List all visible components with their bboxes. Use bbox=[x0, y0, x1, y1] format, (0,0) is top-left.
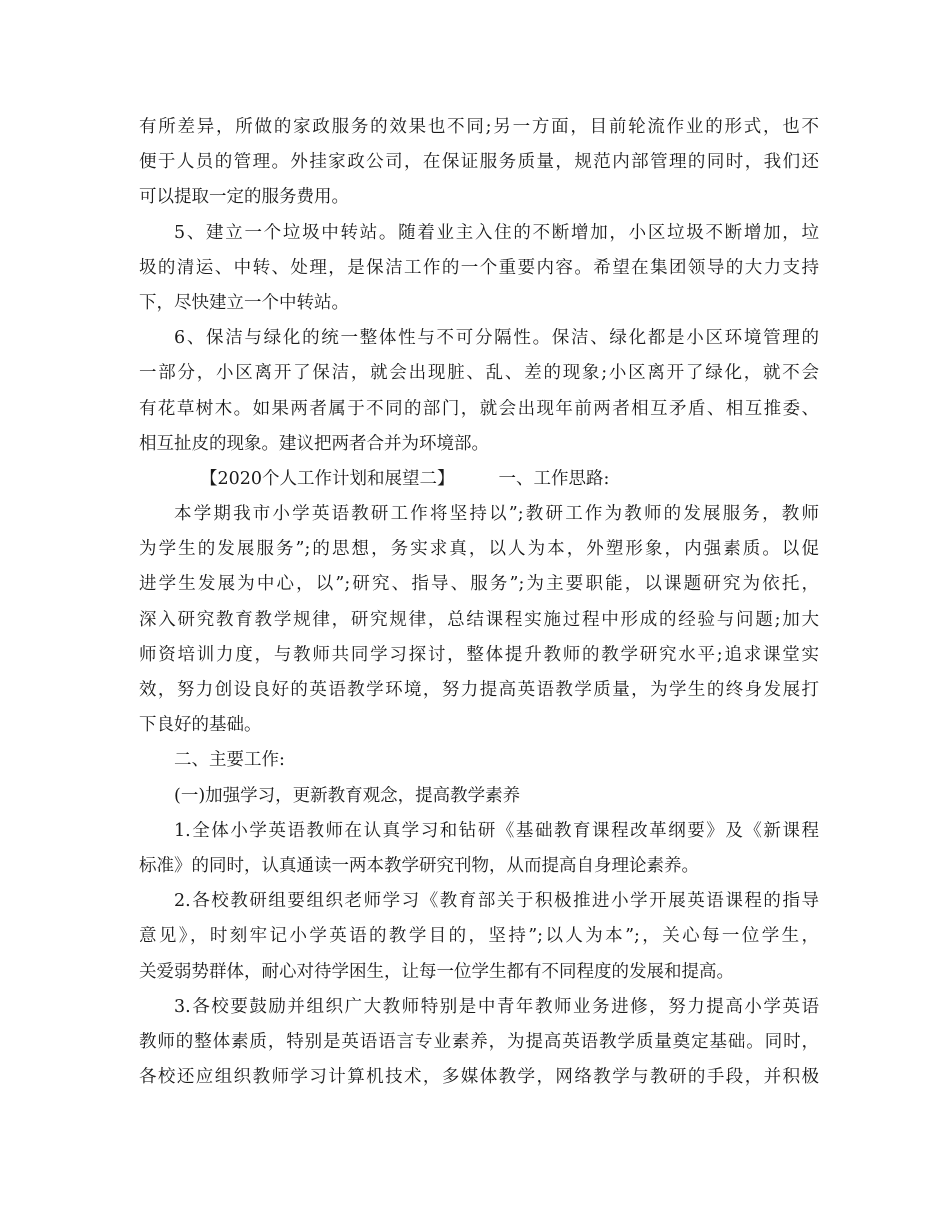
text-line: 师资培训力度，与教师共同学习探讨，整体提升教师的教学研究水平;追求课堂实 bbox=[139, 644, 819, 665]
text-line: 深入研究教育教学规律，研究规律，总结课程实施过程中形成的经验与问题;加大 bbox=[139, 609, 819, 630]
text-line: 圾的清运、中转、处理，是保洁工作的一个重要内容。希望在集团领导的大力支持 bbox=[139, 257, 819, 278]
text-line: 便于人员的管理。外挂家政公司，在保证服务质量，规范内部管理的同时，我们还 bbox=[139, 152, 819, 173]
text-line: 下良好的基础。 bbox=[139, 715, 262, 736]
text-line: 可以提取一定的服务费用。 bbox=[139, 187, 349, 208]
text-line: 各校还应组织教师学习计算机技术，多媒体教学，网络教学与教研的手段，并积极 bbox=[139, 1067, 819, 1088]
text-line: 意见》，时刻牢记小学英语的教学目的，坚持”;以人为本”;，关心每一位学生， bbox=[139, 926, 819, 947]
text-line: 2.各校教研组要组织老师学习《教育部关于积极推进小学开展英语课程的指导 bbox=[174, 891, 819, 912]
text-line: 有所差异，所做的家政服务的效果也不同;另一方面，目前轮流作业的形式，也不 bbox=[139, 117, 819, 137]
text-line: 关爱弱势群体，耐心对待学困生，让每一位学生都有不同程度的发展和提高。 bbox=[139, 961, 734, 982]
document-body bbox=[139, 110, 819, 1095]
subheading: (一)加强学习，更新教育观念，提高教学素养 bbox=[174, 785, 521, 806]
text-line: 为学生的发展服务”;的思想，务实求真，以人为本，外塑形象，内强素质。以促 bbox=[139, 539, 819, 560]
text-line: 有花草树木。如果两者属于不同的部门，就会出现年前两者相互矛盾、相互推委、 bbox=[139, 398, 819, 419]
text-line: 6、保洁与绿化的统一整体性与不可分隔性。保洁、绿化都是小区环境管理的 bbox=[174, 328, 819, 349]
text-line: 下，尽快建立一个中转站。 bbox=[139, 292, 349, 313]
text-line: 一部分，小区离开了保洁，就会出现脏、乱、差的现象;小区离开了绿化，就不会 bbox=[139, 363, 819, 384]
text-line: 教师的整体素质，特别是英语语言专业素养，为提高英语教学质量奠定基础。同时， bbox=[139, 1031, 819, 1052]
text-line: 效，努力创设良好的英语教学环境，努力提高英语教学质量，为学生的终身发展打 bbox=[139, 680, 819, 700]
section-title: 【2020个人工作计划和展望二】 bbox=[200, 468, 455, 489]
subheading: 二、主要工作: bbox=[174, 750, 285, 771]
text-line: 3.各校要鼓励并组织广大教师特别是中青年教师业务进修，努力提高小学英语 bbox=[174, 996, 819, 1017]
text-line: 进学生发展为中心，以”;研究、指导、服务”;为主要职能，以课题研究为依托， bbox=[139, 574, 819, 595]
text-line: 相互扯皮的现象。建议把两者合并为环境部。 bbox=[139, 433, 489, 454]
text-line: 标准》的同时，认真通读一两本教学研究刊物，从而提高自身理论素养。 bbox=[139, 855, 699, 876]
section-subtitle: 一、工作思路: bbox=[498, 468, 610, 489]
text-line: 本学期我市小学英语教研工作将坚持以”;教研工作为教师的发展服务，教师 bbox=[174, 504, 819, 525]
text-line: 5、建立一个垃圾中转站。随着业主入住的不断增加，小区垃圾不断增加，垃 bbox=[174, 222, 819, 243]
section-heading bbox=[139, 462, 819, 497]
text-line: 1.全体小学英语教师在认真学习和钻研《基础教育课程改革纲要》及《新课程 bbox=[174, 820, 819, 841]
